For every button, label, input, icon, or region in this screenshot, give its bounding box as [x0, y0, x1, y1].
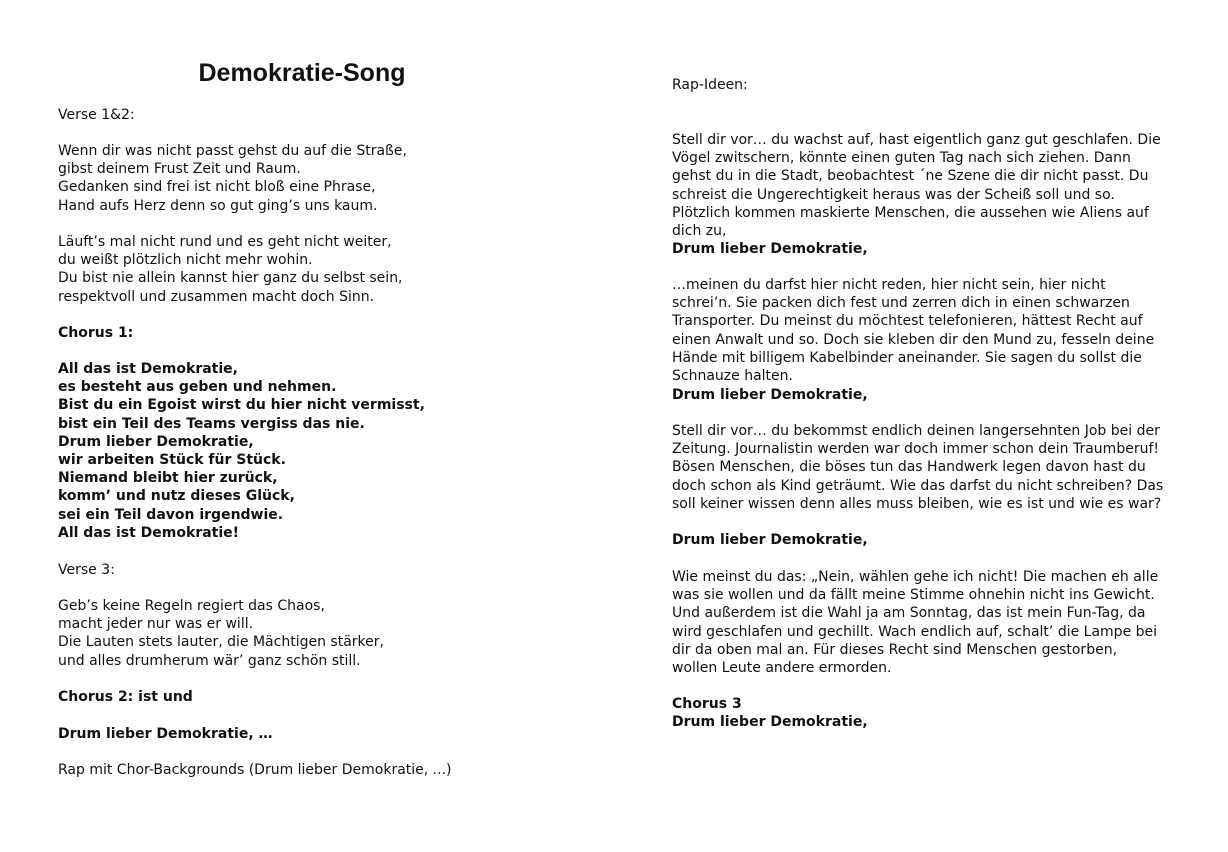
refrain-line: Drum lieber Demokratie,	[672, 387, 868, 403]
refrain-1-block	[672, 240, 868, 258]
lyric-line: gibst deinem Frust Zeit und Raum.	[58, 161, 301, 178]
lyric-line: Hand aufs Herz denn so gut ging’s uns kaum.	[58, 197, 378, 214]
lyric-line: Läuft’s mal nicht rund und es geht nicht weiter,	[58, 234, 392, 250]
chorus-line: sei ein Teil davon irgendwie.	[58, 506, 284, 523]
rap-paragraph-2: …meinen du darfst hier nicht reden, hier nicht sein, hier nicht schrei’n. Sie packen dich fest und zerren dich in einen schwarzen Transporter. Du meinst du möchtest telefonieren, hättest Recht auf einen Anwalt und so. Doch sie kleben dir den Mund zu, fesseln deine Hände mit billigem Kabelbinder aneinander. Sie sagen du sollst die Schnauze halten.	[672, 277, 1155, 385]
chorus1-label-block	[58, 324, 133, 342]
verse12-label: Verse 1&2:	[58, 107, 135, 123]
lyric-line: du weißt plötzlich nicht mehr wohin.	[58, 252, 313, 269]
verse3-label-block	[58, 561, 115, 579]
lyric-line: Wenn dir was nicht passt gehst du auf die Straße,	[58, 143, 407, 159]
page-title: Demokratie-Song	[198, 59, 406, 87]
chorus2-block	[58, 725, 273, 743]
rap-paragraph-1: Stell dir vor… du wachst auf, hast eigentlich ganz gut geschlafen. Die Vögel zwitschern, könnte einen guten Tag nach sich ziehen. Dann gehst du in die Stadt, beobachtest ´ne Szene die dir nicht passt. Du schreist die Ungerechtigkeit heraus was der Scheiß soll und so. Plötzlich kommen maskierte Menschen, die aussehen wie Aliens auf dich zu,	[672, 132, 1161, 240]
chorus2-label-block	[58, 688, 193, 706]
chorus-line: komm’ und nutz dieses Glück,	[58, 488, 295, 505]
rap-note: Rap mit Chor-Backgrounds (Drum lieber Demokratie, ...)	[58, 762, 452, 778]
chorus-line: Bist du ein Egoist wirst du hier nicht vermisst,	[58, 397, 425, 414]
chorus-line: All das ist Demokratie!	[58, 524, 240, 541]
lyric-line: macht jeder nur was er will.	[58, 616, 254, 633]
lyric-line: und alles drumherum wär’ ganz schön still.	[58, 652, 361, 669]
verse12-label-block	[58, 106, 135, 124]
verse3-label: Verse 3:	[58, 562, 115, 578]
lyric-line: respektvoll und zusammen macht doch Sinn.	[58, 288, 375, 305]
refrain-line: Drum lieber Demokratie,	[672, 241, 868, 257]
refrain-3-block	[672, 531, 868, 549]
verse12-stanza-1	[58, 142, 407, 215]
rap-ideas-label: Rap-Ideen:	[672, 77, 748, 93]
chorus-line: All das ist Demokratie,	[58, 361, 238, 377]
verse3-lyrics	[58, 597, 384, 670]
lyric-line: Geb’s keine Regeln regiert das Chaos,	[58, 598, 325, 614]
chorus-line: bist ein Teil des Teams vergiss das nie.	[58, 415, 365, 432]
chorus3-block	[672, 695, 868, 731]
chorus3-line: Drum lieber Demokratie,	[672, 714, 868, 731]
verse12-stanza-2	[58, 233, 403, 306]
rap-ideas-label-block	[672, 76, 748, 94]
lyric-line: Die Lauten stets lauter, die Mächtigen stärker,	[58, 634, 384, 651]
refrain-2-block	[672, 386, 868, 404]
chorus1-label: Chorus 1:	[58, 325, 134, 341]
rap-paragraph-3: Stell dir vor… du bekommst endlich deinen langersehnten Job bei der Zeitung. Journalistin werden war doch immer schon dein Traumberuf! Bösen Menschen, die böses tun das Handwerk legen davon hast du doch schon als Kind geträumt. Wie das darfst du nicht schreiben? Das soll keiner wissen denn alles muss bleiben, wie es ist und wie es war?	[672, 423, 1164, 512]
lyric-line: Gedanken sind frei ist nicht bloß eine Phrase,	[58, 179, 376, 196]
rap-paragraph-4: Wie meinst du das: „Nein, wählen gehe ich nicht! Die machen eh alle was sie wollen und da fällt meine Stimme ohnehin nicht ins Gewicht. Und außerdem ist die Wahl ja am Sonntag, das ist mein Fun-Tag, da wird geschlafen und gechillt. Wach endlich auf, schalt’ die Lampe bei dir da oben mal an. Für dieses Recht sind Menschen gestorben, wollen Leute andere ermorden.	[672, 569, 1159, 677]
chorus-line: Drum lieber Demokratie,	[58, 433, 254, 450]
chorus2-line: Drum lieber Demokratie, …	[58, 726, 273, 742]
chorus3-label: Chorus 3	[672, 696, 742, 712]
chorus-line: es besteht aus geben und nehmen.	[58, 379, 337, 396]
chorus-line: Niemand bleibt hier zurück,	[58, 470, 278, 487]
refrain-line: Drum lieber Demokratie,	[672, 532, 868, 548]
chorus-line: wir arbeiten Stück für Stück.	[58, 451, 286, 468]
lyric-line: Du bist nie allein kannst hier ganz du selbst sein,	[58, 270, 403, 287]
chorus2-label: Chorus 2: ist und	[58, 689, 193, 705]
chorus1-lyrics	[58, 360, 425, 542]
rap-note-block	[58, 761, 452, 779]
